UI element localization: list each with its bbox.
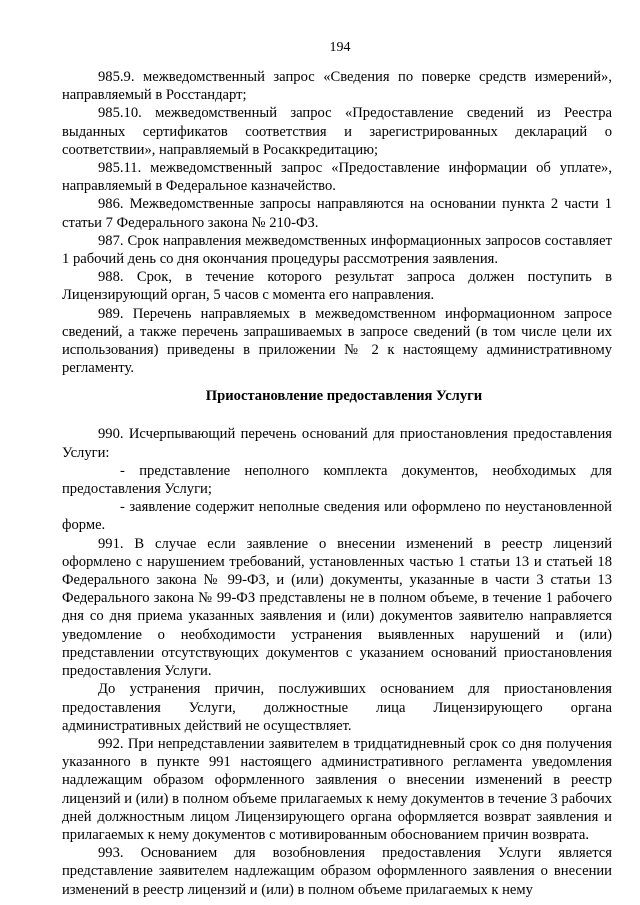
paragraph-985-10: 985.10. межведомственный запрос «Предоставление сведений из Реестра выданных сертификатов соответствия и зарегистрированных деклараций о соответствии», направляемый в Росаккредитацию; xyxy=(62,105,612,158)
paragraph-985-11: 985.11. межведомственный запрос «Предоставление информации об уплате», направляемый в Федеральное казначейство. xyxy=(62,160,612,195)
paragraph-987: 987. Срок направления межведомственных информационных запросов составляет 1 рабочий день со дня окончания процедуры рассмотрения заявления. xyxy=(62,232,612,268)
paragraph-988: 988. Срок, в течение которого результат запроса должен поступить в Лицензирующий орган, 5 часов с момента его направления. xyxy=(62,269,612,304)
list-item: - заявление содержит неполные сведения или оформлено по неустановленной форме. xyxy=(62,499,612,534)
page-number: 194 xyxy=(329,40,351,55)
paragraph-990: 990. Исчерпывающий перечень оснований для приостановления предоставления Услуги: xyxy=(62,426,612,461)
list-item: - представление неполного комплекта документов, необходимых для предоставления Услуги; xyxy=(62,462,612,498)
paragraph-985-9: 985.9. межведомственный запрос «Сведения по поверке средств измерений», направляемый в Росстандарт; xyxy=(62,69,612,104)
paragraph-991: 991. В случае если заявление о внесении изменений в реестр лицензий оформлено с нарушением требований, установленных частью 1 статьи 13 и статьей 18 Федерального закона № 99-ФЗ, и (или) документы, указанные в части 3 статьи 13 Федерального закона № 99-ФЗ представлены не в полном объеме, в течение 1 рабочего дня со дня приема указанных заявления и (или) документов заявителю направляется уведомление о необходимости устранения выявленных нарушений и (или) представлении отсутствующих документов с указанием оснований приостановления предоставления Услуги. xyxy=(62,535,612,680)
paragraph-986: 986. Межведомственные запросы направляются на основании пункта 2 части 1 статьи 7 Федерального закона № 210-ФЗ. xyxy=(62,196,612,231)
paragraph-991-continuation: До устранения причин, послуживших основанием для приостановления предоставления Услуги, должностные лица Лицензирующего органа административных действий не осуществляет. xyxy=(62,681,612,734)
paragraph-989: 989. Перечень направляемых в межведомственном информационном запросе сведений, а также перечень запрашиваемых в запросе сведений (в том числе цели их использования) приведены в приложении № 2 к настоящему административному регламенту. xyxy=(62,305,612,377)
paragraph-992: 992. При непредставлении заявителем в тридцатидневный срок со дня получения указанного в пункте 991 настоящего административного регламента уведомления надлежащим образом оформленного заявления о внесении изменений в реестр лицензий и (или) в полном объеме прилагаемых к нему документов в течение 3 рабочих дней должностным лицом Лицензирующего органа оформляется возврат заявления и прилагаемых к нему документов с мотивированным обоснованием причин возврата. xyxy=(62,735,612,843)
section-heading: Приостановление предоставления Услуги xyxy=(205,388,483,405)
paragraph-993: 993. Основанием для возобновления предоставления Услуги является представление заявителем надлежащим образом оформленного заявления о внесении изменений в реестр лицензий и (или) в полном объеме прилагаемых к нему xyxy=(62,845,612,898)
